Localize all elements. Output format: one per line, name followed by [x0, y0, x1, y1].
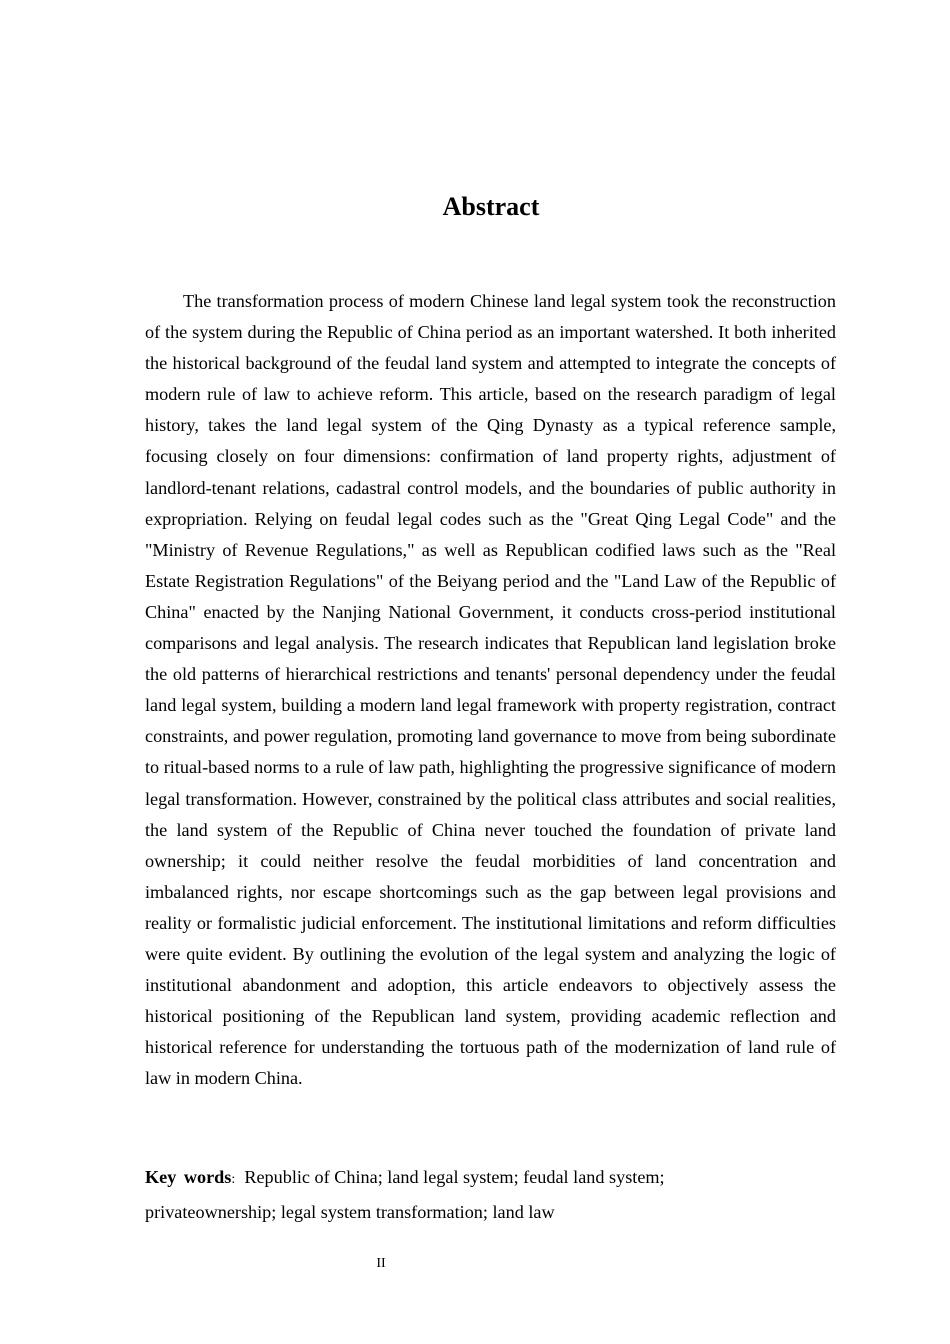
keywords-list-line-1: Republic of China; land legal system; feudal land system; [244, 1167, 665, 1187]
keywords-label: Key words [145, 1167, 232, 1187]
keywords-list-line-2: privateownership; legal system transformation; land law [145, 1202, 555, 1222]
page-number: II [376, 1256, 386, 1271]
keywords-section [145, 1161, 836, 1228]
keywords-separator: : [231, 1172, 236, 1187]
page-title: Abstract [442, 192, 540, 221]
keywords-line-1 [145, 1161, 836, 1196]
abstract-paragraph: The transformation process of modern Chinese land legal system took the reconstruction of the system during the Republic of China period as an important watershed. It both inherited the historical background of the feudal land system and attempted to integrate the concepts of modern rule of law to achieve reform. This article, based on the research paradigm of legal history, takes the land legal system of the Qing Dynasty as a typical reference sample, focusing closely on four dimensions: confirmation of land property rights, adjustment of landlord-tenant relations, cadastral control models, and the boundaries of public authority in expropriation. Relying on feudal legal codes such as the "Great Qing Legal Code" and the "Ministry of Revenue Regulations," as well as Republican codified laws such as the "Real Estate Registration Regulations" of the Beiyang period and the "Land Law of the Republic of China" enacted by the Nanjing National Government, it conducts cross-period institutional comparisons and legal analysis. The research indicates that Republican land legislation broke the old patterns of hierarchical restrictions and tenants' personal dependency under the feudal land legal system, building a modern land legal framework with property registration, contract constraints, and power regulation, promoting land governance to move from being subordinate to ritual-based norms to a rule of law path, highlighting the progressive significance of modern legal transformation. However, constrained by the political class attributes and social realities, the land system of the Republic of China never touched the foundation of private land ownership; it could neither resolve the feudal morbidities of land concentration and imbalanced rights, nor escape shortcomings such as the gap between legal provisions and reality or formalistic judicial enforcement. The institutional limitations and reform difficulties were quite evident. By outlining the evolution of the legal system and analyzing the logic of institutional abandonment and adoption, this article endeavors to objectively assess the historical positioning of the Republican land system, providing academic reflection and historical reference for understanding the tortuous path of the modernization of land rule of law in modern China. [145, 291, 836, 1089]
